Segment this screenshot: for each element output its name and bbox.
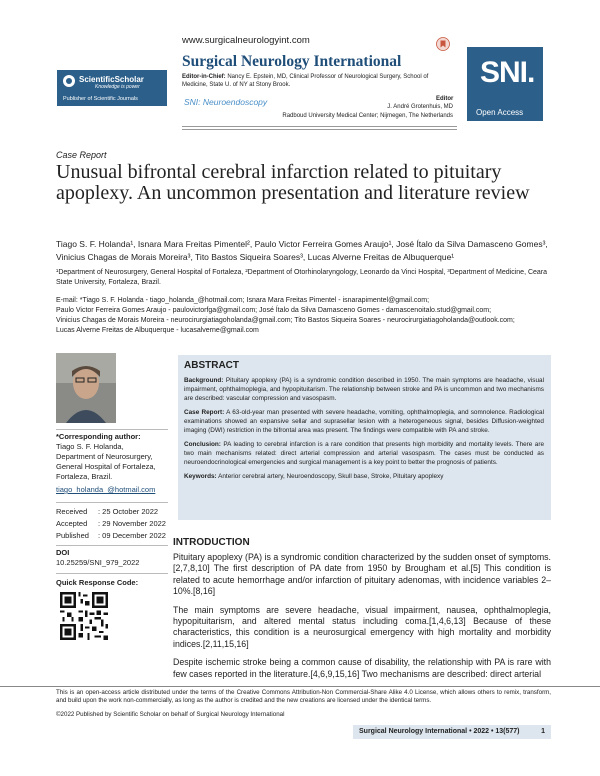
corr-email-link[interactable]: tiago_holanda_@hotmail.com [56, 485, 156, 494]
email-line: Vinicius Chagas de Morais Moreira - neurocirurgiatiagoholanda@gmail.com; Tito Bastos Siqueira Soares - neurocirurgiatiagoholanda@outlook.com; [56, 317, 515, 324]
introduction-heading: INTRODUCTION [173, 537, 250, 548]
sni-badge [467, 47, 543, 121]
body-paragraph: Pituitary apoplexy (PA) is a syndromic condition characterized by the sudden onset of symptoms.[2,7,8,10] The first description of PA date from 1950 by Brougham et al.[5] This condition is related to acute hemorrhage and/or infarction of pituitary adenomas, with incidence variables 2–10%.[8,16] [173, 552, 551, 597]
footer-divider [0, 686, 600, 687]
sidebar-divider [56, 429, 168, 430]
keywords-text: Anterior cerebral artery, Neuroendoscopy, Skull base, Stroke, Pituitary apoplexy [218, 473, 444, 480]
authors-line: Vinicius Chagas de Morais Moreira³, Tito Bastos Siqueira Soares³, Lucas Alverne Freitas de Albuquerque¹ [56, 252, 455, 262]
abstract-keywords [184, 472, 544, 481]
corr-line: Tiago S. F. Holanda, [56, 442, 124, 451]
corr-line: Department of Neurosurgery, [56, 452, 153, 461]
abstract-conclusion [184, 440, 544, 467]
copyright-text: ©2022 Published by Scientific Scholar on behalf of Surgical Neurology International [56, 711, 285, 718]
header-divider [182, 126, 457, 127]
page-footer [353, 725, 551, 739]
corr-label: *Corresponding author: [56, 432, 141, 441]
email-line: Paulo Victor Ferreira Gomes Araujo - paulovictorfga@gmail.com; José Ítalo da Silva Damasceno Gomes - damascenoitalo.stud@gmail.com; [56, 307, 492, 314]
abstract-box [178, 355, 551, 520]
article-title: Unusual bifrontal cerebral infarction related to pituitary apoplexy. An uncommon presentation and literature review [56, 161, 530, 204]
section-label: SNI: Neuroendoscopy [184, 97, 268, 107]
journal-reference: Surgical Neurology International • 2022 • 13(577) [359, 728, 520, 735]
article-dates [56, 506, 176, 542]
case-label: Case Report: [184, 409, 225, 416]
corr-line: General Hospital of Fortaleza, [56, 462, 156, 471]
editor-label: Editor [436, 96, 454, 102]
abstract-case [184, 408, 544, 435]
abstract-heading: ABSTRACT [184, 360, 239, 371]
author-portrait-image [56, 353, 116, 423]
body-paragraph: Despite ischemic stroke being a common cause of disability, the relationship with PA is rare with few cases reported in the literature.[4,6,9,15,16] Two mechanisms are described: direct arterial [173, 657, 551, 679]
received-label: Received [56, 507, 88, 516]
editor-in-chief-label: Editor-in-Chief: [182, 74, 226, 80]
license-text: This is an open-access article distributed under the terms of the Creative Commons Attribution-Non Commercial-Share Alike 4.0 License, which allows others to remix, transform, and build upon the work non-commercially, as long as the author is credited and the new creations are licensed under the identical terms. [56, 689, 551, 705]
background-text: Pituitary apoplexy (PA) is a syndromic condition described in 1950. The main symptoms are headache, visual impairment, ophthalmoplegia, and hypopituitarism. The relationship between stroke and PA is uncommon and two mechanisms are described: vascular compression and vasospasm. [184, 377, 544, 402]
published-date: : 09 December 2022 [98, 531, 166, 540]
email-line: E-mail: *Tiago S. F. Holanda - tiago_holanda_@hotmail.com; Isnara Mara Freitas Pimentel - isnarapimentel@gmail.com; [56, 297, 430, 304]
editor-in-chief-text: Nancy E. Epstein, MD, Clinical Professor of Neurological Surgery, School of Medicine, State U. of NY at Stony Brook. [182, 74, 429, 88]
published-label: Published [56, 531, 89, 540]
received-date: : 25 October 2022 [98, 507, 159, 516]
doi-value[interactable]: 10.25259/SNI_979_2022 [56, 558, 140, 567]
open-access-label: Open Access [476, 108, 524, 117]
corresponding-author [56, 432, 168, 495]
publisher-logo-icon [63, 75, 75, 87]
keywords-label: Keywords: [184, 473, 217, 480]
publisher-logo [57, 70, 167, 106]
author-list [56, 238, 551, 264]
case-text: A 63-old-year man presented with severe headache, vomiting, ophthalmoplegia, and somnolence. Radiological examinations showed an expansive sellar and suprasellar lesion with a heterogeneous signal, besides Diffusion-weighted imaging (DWI) restriction in the bifrontal area was present. The findings were compatible with PA and stroke. [184, 409, 544, 434]
article-type: Case Report [56, 150, 107, 160]
doi-label: DOI [56, 548, 70, 557]
affiliations: ¹Department of Neurosurgery, General Hospital of Fortaleza, ²Department of Otorhinolaryngology, Leonardo da Vinci Hospital, ³Department of Medicine, Ceara State University, Fortaleza, Brazil. [56, 269, 548, 286]
editor-in-chief [182, 73, 432, 89]
sidebar-divider [56, 573, 168, 574]
author-photo [56, 353, 116, 423]
background-label: Background: [184, 377, 224, 384]
abstract-background [184, 376, 544, 403]
conclusion-label: Conclusion: [184, 441, 221, 448]
publisher-sub: Publisher of Scientific Journals [63, 96, 138, 102]
corr-line: Fortaleza, Brazil. [56, 472, 113, 481]
qr-label: Quick Response Code: [56, 578, 139, 587]
body-paragraph: The main symptoms are severe headache, visual impairment, nausea, ophthalmoplegia, hypopituitarism, and altered mental status including coma.[1,4,6,13] Because of these characteristics, this condition is a neurosurgical emergency with high mortality and morbidity indices.[2,11,15,16] [173, 604, 551, 649]
doi-block [56, 548, 139, 568]
editor-affiliation: Radboud University Medical Center; Nijmegen, The Netherlands [282, 113, 453, 119]
accepted-date: : 29 November 2022 [98, 519, 166, 528]
qr-code-icon[interactable] [60, 592, 108, 640]
sidebar-divider [56, 545, 168, 546]
publisher-tagline: Knowledge is power [95, 84, 140, 90]
author-emails [56, 296, 556, 336]
email-line: Lucas Alverne Freitas de Albuquerque - lucasalverne@gmail.com [56, 327, 259, 334]
header-divider [182, 129, 457, 130]
publisher-name: ScientificScholar [79, 75, 144, 84]
editor-name: J. André Grotenhuis, MD [387, 104, 453, 110]
conclusion-text: PA leading to cerebral infarction is a rare condition that presents high morbidity and mortality levels. There are two main mechanisms related: direct arterial compression and arterial vasospasm. The cases must be conducted as neuroendocrinological emergencies and surgical management is a key point to better the prognosis of patients. [184, 441, 545, 466]
sni-logo: SNI. [480, 56, 535, 89]
page-number: 1 [541, 728, 545, 735]
journal-website-link[interactable]: www.surgicalneurologyint.com [182, 35, 310, 46]
accepted-label: Accepted [56, 519, 88, 528]
authors-line: Tiago S. F. Holanda¹, Isnara Mara Freitas Pimentel², Paulo Victor Ferreira Gomes Araujo¹, José Ítalo da Silva Damasceno Gomes³, [56, 239, 548, 249]
sidebar-divider [56, 502, 168, 503]
body-text [173, 552, 551, 687]
bookmark-icon[interactable] [436, 37, 450, 51]
journal-title: Surgical Neurology International [182, 53, 402, 70]
